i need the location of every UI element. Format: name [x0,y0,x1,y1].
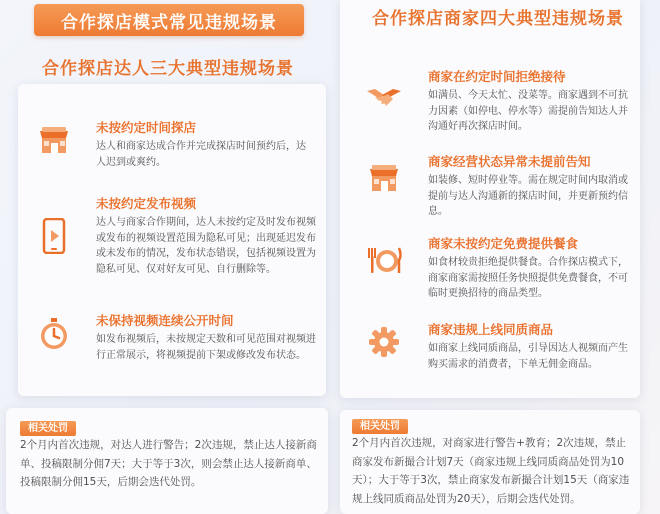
banner-title: 合作探店模式常见违规场景 [61,12,277,33]
right-heading: 合作探店商家四大典型违规场景 [372,9,624,29]
storefront-icon [366,160,402,196]
left-item-3-text: 如发布视频后，未按规定天数和可见范围对视频进行正常展示，将视频提前下架或修改发布状态。 [96,334,316,361]
left-item-2-title: 未按约定发布视频 [96,196,197,211]
section-banner [34,4,304,36]
left-item-2-text: 达人与商家合作期间，达人未按约定及时发布视频或发布的视频设置范围为隐私可见；出现延迟发布或未发布的情况，发布状态错误，包括视频设置为隐私可见、仅对好友可见、自行删除等。 [96,217,316,275]
right-item-4-text: 如商家上线同质商品，引导因达人视频而产生购买需求的消费者，下单无佣金商品。 [428,343,628,370]
left-heading: 合作探店达人三大典型违规场景 [42,59,294,79]
left-item-1-title: 未按约定时间探店 [96,120,197,135]
left-item-3-title: 未保持视频连续公开时间 [96,313,234,328]
storefront-icon [36,122,72,158]
left-scenarios-card [18,84,326,396]
left-penalty-card [6,408,328,514]
penalty-tag: 相关处罚 [352,419,408,434]
dining-plate-icon [366,242,402,278]
smartphone-video-icon [36,218,72,254]
right-item-2-text: 如装修、短时停业等。需在规定时间内取消或提前与达人沟通新的探店时间，并更新预约信息。 [428,175,628,217]
left-item-1-text: 达人和商家达成合作并完成探店时间预约后，达人迟到或爽约。 [96,141,306,168]
penalty-tag: 相关处罚 [20,421,76,436]
stopwatch-icon [36,316,72,352]
handshake-icon [366,80,402,116]
right-item-1-title: 商家在约定时间拒绝接待 [428,69,566,84]
right-item-1-text: 如满员、今天太忙、没菜等。商家遇到不可抗力因素（如停电、停水等）需提前告知达人并沟通好再次探店时间。 [428,90,628,132]
right-item-3-text: 如食材较贵拒绝提供餐食。合作探店模式下，商家商家需按照任务快照提供免费餐食，不可临时更换招待的商品类型。 [428,257,628,299]
left-penalty-text: 2个月内首次违规，对达人进行警告；2次违规，禁止达人接新商单、投稿限制分佣7天；大于等于3次，则会禁止达人接新商单、投稿限制分佣15天，后期会迭代处罚。 [20,439,317,488]
right-penalty-text: 2个月内首次违规，对商家进行警告+教育；2次违规，禁止商家发布新撮合计划7天（商家违规上线同质商品处罚为10天）；大于等于3次，禁止商家发布新撮合计划15天（商家违规上线同质商品处罚为20天），后期会迭代处罚。 [352,437,630,505]
right-item-3-title: 商家未按约定免费提供餐食 [428,236,579,251]
right-scenarios-card [340,0,640,398]
gear-icon [366,324,402,360]
right-item-4-title: 商家违规上线同质商品 [428,322,554,337]
right-item-2-title: 商家经营状态异常未提前告知 [428,154,591,169]
right-penalty-card [340,410,640,514]
